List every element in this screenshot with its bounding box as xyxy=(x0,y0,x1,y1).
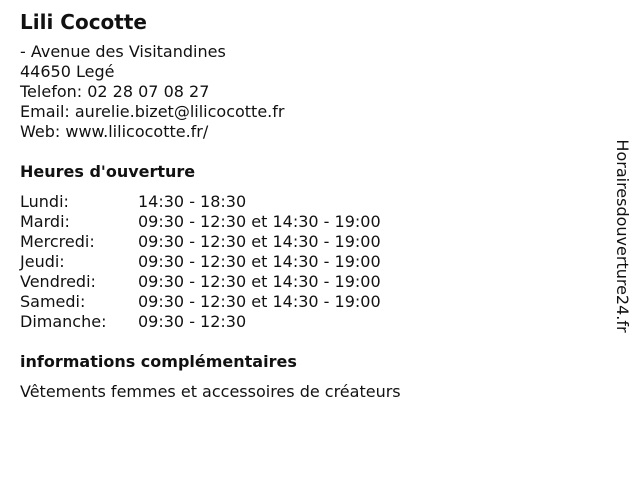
address-block xyxy=(20,42,600,142)
day-hours: 09:30 - 12:30 et 14:30 - 19:00 xyxy=(138,212,381,231)
postal-city: 44650 Legé xyxy=(20,62,115,81)
hours-row xyxy=(20,272,381,292)
hours-row xyxy=(20,212,381,232)
email-line: Email: aurelie.bizet@lilicocotte.fr xyxy=(20,102,285,121)
phone-line: Telefon: 02 28 07 08 27 xyxy=(20,82,210,101)
day-hours: 09:30 - 12:30 et 14:30 - 19:00 xyxy=(138,292,381,311)
business-card xyxy=(20,10,600,402)
site-watermark: Horairesdouverture24.fr xyxy=(613,139,632,333)
day-hours: 09:30 - 12:30 xyxy=(138,312,247,331)
day-label: Samedi: xyxy=(20,292,86,311)
hours-row xyxy=(20,312,381,332)
hours-row xyxy=(20,292,381,312)
day-label: Mercredi: xyxy=(20,232,95,251)
hours-row xyxy=(20,232,381,252)
day-hours: 14:30 - 18:30 xyxy=(138,192,247,211)
web-line: Web: www.lilicocotte.fr/ xyxy=(20,122,209,141)
hours-row xyxy=(20,192,381,212)
day-label: Vendredi: xyxy=(20,272,96,291)
day-hours: 09:30 - 12:30 et 14:30 - 19:00 xyxy=(138,252,381,271)
day-label: Dimanche: xyxy=(20,312,107,331)
day-hours: 09:30 - 12:30 et 14:30 - 19:00 xyxy=(138,232,381,251)
day-label: Mardi: xyxy=(20,212,70,231)
day-label: Lundi: xyxy=(20,192,69,211)
day-hours: 09:30 - 12:30 et 14:30 - 19:00 xyxy=(138,272,381,291)
business-name: Lili Cocotte xyxy=(20,10,147,34)
opening-hours-table xyxy=(20,192,381,332)
street-address: - Avenue des Visitandines xyxy=(20,42,226,61)
hours-heading: Heures d'ouverture xyxy=(20,162,196,181)
hours-row xyxy=(20,252,381,272)
info-heading: informations complémentaires xyxy=(20,352,297,371)
day-label: Jeudi: xyxy=(20,252,65,271)
info-description: Vêtements femmes et accessoires de créateurs xyxy=(20,382,401,401)
